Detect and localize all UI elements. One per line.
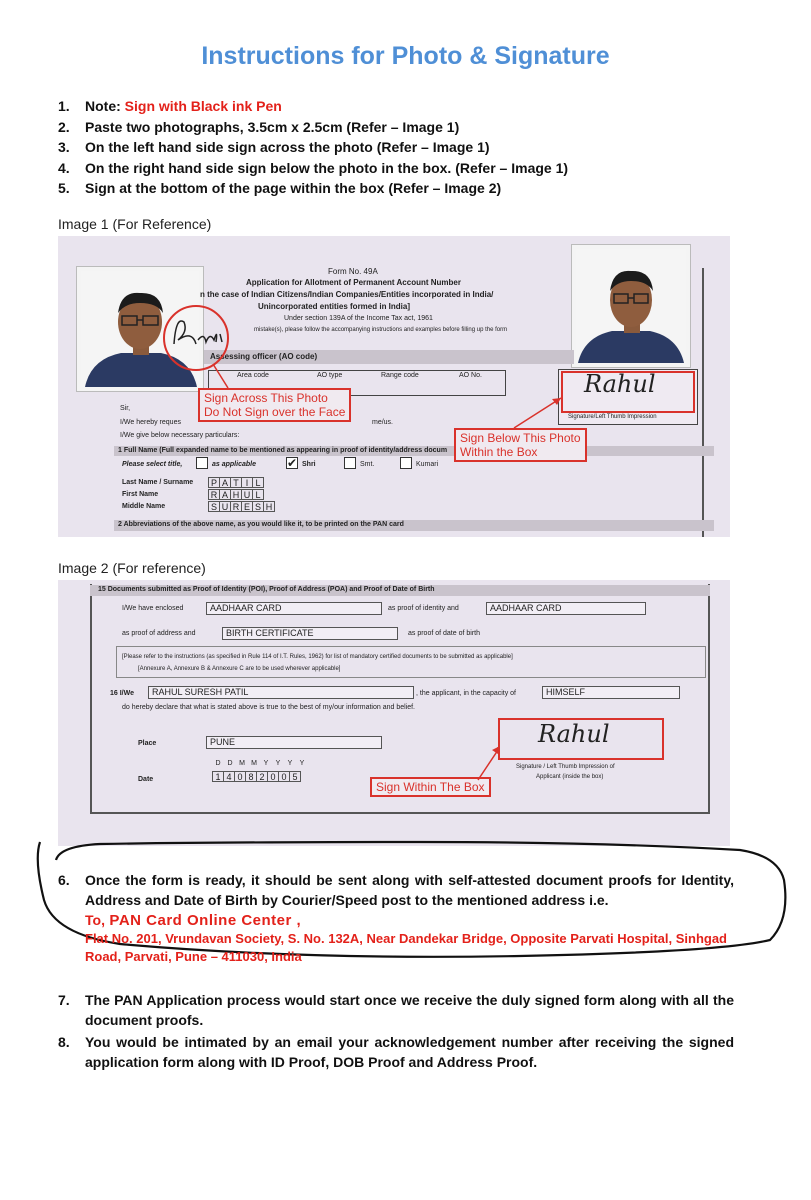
annotation-overlay [58,236,730,537]
items-7-8 [58,990,734,1072]
list-item [58,137,758,158]
item-text: You would be intimated by an email your acknowledgement number after receiving the signed application form along with ID Proof, DOB Proof and Address Proof. [85,1034,734,1070]
date-cell: 2 [256,771,268,782]
poa-label: as proof of address and [122,630,196,637]
signature-circle [164,306,228,370]
form-number: Form No. 49A [328,267,378,276]
date-hdr-cell: Y [299,760,305,767]
date-hdr-cell: M [251,760,257,767]
note-text-1: [Please refer to the instructions (as specified in Rule 114 of I.T. Rules, 1962) for list of mandatory certified documents to be submitted as applicable] [122,654,513,660]
item-text [85,96,282,117]
item-number: 7. [58,992,70,1008]
name-cell: H [263,501,275,512]
date-hdr-cell: Y [263,760,269,767]
request-text: I/We hereby reques [120,419,181,426]
declaration-text: do hereby declare that what is stated above is true to the best of my/our information and belief. [122,704,416,711]
instruction-list [58,96,758,199]
form-heading-1: Application for Allotment of Permanent Account Number [246,278,461,287]
arrow-line [478,750,498,780]
signature-bottom: Rahul [538,720,610,748]
form-heading-2: n the case of Indian Citizens/Indian Companies/Entities incorporated in India/ [200,290,494,299]
arrow-line [213,364,228,388]
form-heading-3: Unincorporated entities formed in India] [258,302,411,311]
item-text: On the left hand side sign across the photo (Refer – Image 1) [85,139,490,155]
item-text: Once the form is ready, it should be sent along with self-attested document proofs for Identity, Address and Date of Birth by Courier/Speed post to the mentioned address i.e. [85,872,734,908]
doc2-field: AADHAAR CARD [486,602,646,615]
ao-label: Assessing officer (AO code) [210,352,318,361]
item-number: 3. [58,139,70,155]
date-hdr-cell: D [227,760,233,767]
date-cell: 5 [289,771,301,782]
signature-scribble [174,321,222,344]
date-cell: 1 [212,771,224,782]
signature-right: Rahul [584,370,656,398]
date-cell: 4 [223,771,235,782]
name-cell: I [241,477,253,488]
as-applicable: as applicable [212,461,256,468]
first-name-label: First Name [122,491,159,498]
date-label: Date [138,776,154,783]
list-item [58,96,758,117]
middle-name-label: Middle Name [122,503,166,510]
item-text: Sign at the bottom of the page within the box (Refer – Image 2) [85,180,502,196]
name-cell: U [241,489,253,500]
shri-label: Shri [302,461,316,468]
name-cell: R [230,501,242,512]
name-cell: T [230,477,242,488]
date-cell: 8 [245,771,257,782]
ao-col: Range code [381,372,419,379]
callout-sign-within-box: Sign Within The Box [370,777,491,797]
capacity-field: HIMSELF [542,686,680,699]
image1-caption: Image 1 (For Reference) [58,216,212,232]
arrow-head [552,398,561,405]
address-text: Flat No. 201, Vrundavan Society, S. No. 132A, Near Dandekar Bridge, Opposite Parvati Hospital, Sinhgad Road, Parvati, Pune – 411030, India [85,931,727,964]
doc3-field: BIRTH CERTIFICATE [222,627,398,640]
name-cell: L [252,489,264,500]
date-cell: 0 [267,771,279,782]
list-item [58,158,758,179]
place-field: PUNE [206,736,382,749]
callout-line: Within the Box [460,445,538,459]
kumari-label: Kumari [416,461,439,468]
item-number: 8. [58,1034,70,1050]
name-cell: A [219,477,231,488]
name-cell: P [208,477,220,488]
list-item [58,990,734,1030]
signature-caption-2: Applicant (inside the box) [536,774,604,780]
fullname-header: 1 Full Name (Full expanded name to be mentioned as appearing in proof of identity/address docum [118,447,448,454]
to-label: To, [85,912,105,928]
particulars-text: I/We give below necessary particulars: [120,432,240,439]
name-cell: S [208,501,220,512]
title-label: Please select title, [122,461,183,468]
list-item [58,870,734,910]
date-hdr-cell: Y [275,760,281,767]
smt-label: Smt. [360,461,375,468]
address-block [58,912,734,966]
name-cell: U [219,501,231,512]
name-cell: R [208,489,220,500]
date-cell: 0 [234,771,246,782]
ao-col: AO type [317,372,343,379]
list-item [58,1032,734,1072]
annotation-overlay [58,580,730,846]
item-number: 6. [58,872,70,888]
image1-scan [58,236,730,537]
pod-label: as proof of date of birth [408,630,480,637]
name-cell: E [241,501,253,512]
item-text: The PAN Application process would start once we receive the duly signed form along with all the document proofs. [85,992,734,1028]
page-title: Instructions for Photo & Signature [201,42,610,70]
date-hdr-cell: M [239,760,245,767]
callout-line: Sign Across This Photo [204,391,328,405]
form-heading-5: mistake(s), please follow the accompanying instructions and examples before filling up the form [254,327,508,333]
name-cell: L [252,477,264,488]
request-tail: me/us. [372,419,394,426]
signature-caption-1: Signature / Left Thumb Impression of [516,764,615,770]
salutation: Sir, [120,405,131,412]
item-number: 1. [58,98,70,114]
item-number: 4. [58,159,70,176]
item-number: 2. [58,118,70,135]
declarant-field: RAHUL SURESH PATIL [148,686,414,699]
note-prefix: Note: [85,98,125,114]
place-label: Place [138,740,157,747]
center-name: PAN Card Online Center , [109,912,302,929]
section15-header: 15 Documents submitted as Proof of Identity (POI), Proof of Address (POA) and Proof of Date of Birth [98,586,435,593]
list-item [58,117,758,138]
name-cell: H [230,489,242,500]
form-heading-4: Under section 139A of the Income Tax act, 1961 [284,315,433,322]
section16-label: 16 I/We [110,690,134,697]
doc1-field: AADHAAR CARD [206,602,382,615]
ao-col: AO No. [459,372,482,379]
item-number: 5. [58,180,70,196]
shri-checkbox: ✔ [287,456,298,470]
item-text: Paste two photographs, 3.5cm x 2.5cm (Refer – Image 1) [85,118,460,135]
abbrev-header: 2 Abbreviations of the above name, as you would like it, to be printed on the PAN card [118,521,404,528]
date-hdr-cell: D [215,760,221,767]
item-6 [58,870,734,966]
callout-line: Do Not Sign over the Face [204,405,346,419]
item-text: On the right hand side sign below the photo in the box. (Refer – Image 1) [85,159,569,176]
image2-caption: Image 2 (For reference) [58,560,206,576]
enclosed-label: I/We have enclosed [122,605,184,612]
poi-label: as proof of identity and [388,605,459,612]
note-text-2: [Annexure A, Annexure B & Annexure C are to be used wherever applicable] [138,666,341,672]
date-cell: 0 [278,771,290,782]
date-hdr-cell: Y [287,760,293,767]
arrow-line [514,398,561,428]
last-name-label: Last Name / Surname [122,479,194,486]
capacity-label: , the applicant, in the capacity of [416,690,517,697]
image2-scan [58,580,730,846]
name-cell: A [219,489,231,500]
name-cell: S [252,501,264,512]
callout-line: Sign Below This Photo [460,431,581,445]
list-item [58,178,758,199]
note-text: Sign with Black ink Pen [124,98,282,114]
signature-caption: Signature/Left Thumb Impression [568,414,657,420]
ao-col: Area code [237,372,269,379]
